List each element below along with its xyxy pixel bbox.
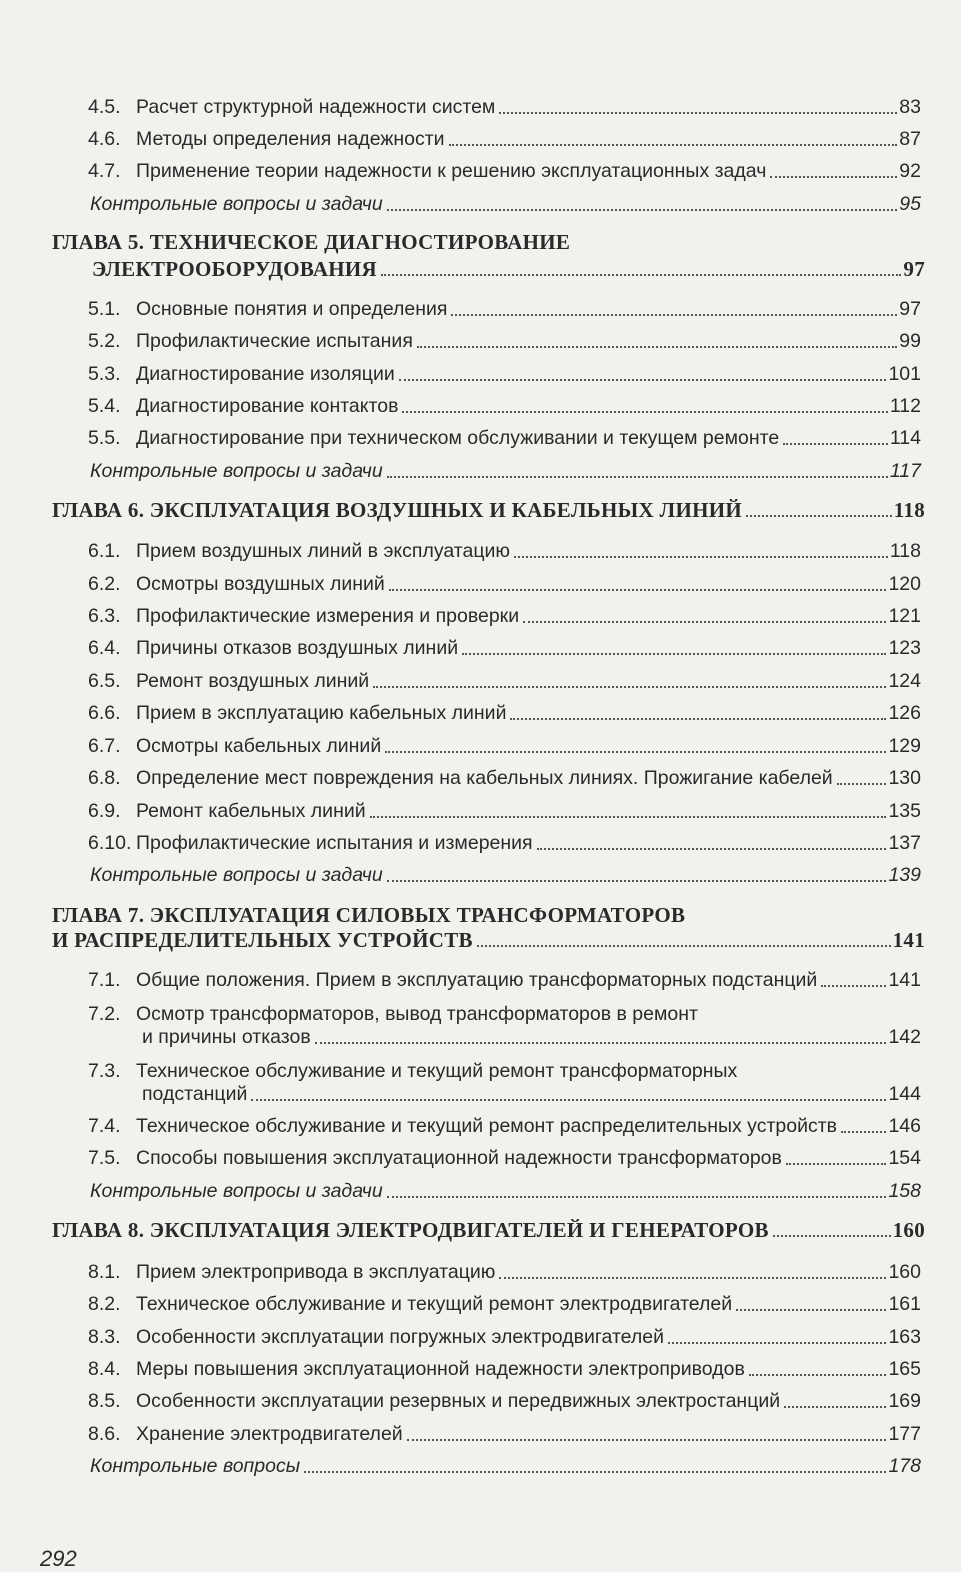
toc-entry-5-4[interactable] [88,394,921,418]
dot-leader [773,1234,891,1237]
section-number: 7.2. [88,1003,121,1025]
section-title: Осмотры воздушных линий [136,573,385,595]
page-ref: 95 [899,193,921,215]
section-title: Техническое обслуживание и текущий ремонт электродвигателей [136,1293,733,1315]
page-ref: 118 [889,540,921,562]
page-ref: 163 [888,1326,921,1348]
toc-entry-5-2[interactable] [88,329,921,353]
section-number: 6.2. [88,573,121,595]
dot-leader [387,879,887,882]
page-ref: 142 [888,1026,921,1048]
page-ref: 177 [888,1423,921,1445]
section-number: 5.2. [88,330,121,352]
section-number: 6.9. [88,800,121,822]
dot-leader [449,143,898,146]
toc-entry-7-5[interactable] [88,1146,921,1170]
dot-leader [477,944,891,947]
toc-entry-6-9[interactable] [88,799,921,823]
section-title: Прием электропривода в эксплуатацию [136,1261,496,1283]
section-title: Меры повышения эксплуатационной надежности электроприводов [136,1358,745,1380]
dot-leader [304,1470,886,1473]
section-title: Основные понятия и определения [136,298,448,320]
dot-leader [499,111,897,114]
page-ref: 97 [903,257,925,281]
section-title: Диагностирование при техническом обслуживании и текущем ремонте [136,427,780,449]
toc-entry-chapter-8[interactable] [52,1218,925,1242]
section-title: Диагностирование изоляции [136,363,395,385]
toc-entry-7-2[interactable] [142,1025,921,1049]
section-title: Расчет структурной надежности систем [136,96,496,118]
dot-leader [251,1098,886,1101]
page-ref: 154 [888,1147,921,1169]
toc-entry-questions-8[interactable] [90,1454,921,1478]
dot-leader [381,273,901,276]
page-ref: 118 [893,498,925,522]
toc-entry-4-7[interactable] [88,159,921,183]
section-number: 7.1. [88,969,121,991]
toc-entry-6-1[interactable] [88,539,921,563]
dot-leader [770,175,897,178]
section-number: 5.3. [88,363,121,385]
section-number: 8.3. [88,1326,121,1348]
dot-leader [749,1373,887,1376]
page-ref: 169 [888,1390,921,1412]
toc-entry-6-10[interactable] [88,831,921,855]
section-number: 8.4. [88,1358,121,1380]
toc-entry-6-6[interactable] [88,701,921,725]
page-ref: 87 [899,128,921,150]
section-title: Способы повышения эксплуатационной надежности трансформаторов [136,1147,782,1169]
section-title: Прием в эксплуатацию кабельных линий [136,702,507,724]
page-ref: 126 [888,702,921,724]
section-number: 6.6. [88,702,121,724]
section-number: 6.10. [88,832,132,854]
section-number: 6.1. [88,540,121,562]
page-ref: 130 [888,767,921,789]
chapter-title: ГЛАВА 8. ЭКСПЛУАТАЦИЯ ЭЛЕКТРОДВИГАТЕЛЕЙ И ГЕНЕРАТОРОВ [52,1218,769,1242]
dot-leader [668,1341,886,1344]
toc-entry-5-3[interactable] [88,362,921,386]
page-ref: 117 [889,460,921,482]
toc-entry-6-5[interactable] [88,669,921,693]
section-number: 6.7. [88,735,121,757]
section-number: 5.4. [88,395,121,417]
section-number: 7.3. [88,1060,121,1082]
dot-leader [784,1405,886,1408]
dot-leader [402,410,887,413]
section-title: Прием воздушных линий в эксплуатацию [136,540,511,562]
section-number: 5.1. [88,298,121,320]
section-number: 6.4. [88,637,121,659]
section-title: Диагностирование контактов [136,395,399,417]
section-title-cont: подстанций [142,1083,248,1105]
section-title: Профилактические испытания и измерения [136,832,533,854]
section-title: Особенности эксплуатации резервных и передвижных электростанций [136,1390,781,1412]
toc-entry-8-1[interactable] [88,1260,921,1284]
dot-leader [370,815,887,818]
section-title: Профилактические измерения и проверки [136,605,520,627]
toc-entry-questions-7[interactable] [90,1179,921,1203]
section-title: Определение мест повреждения на кабельных линиях. Прожигание кабелей [136,767,833,789]
page-ref: 165 [888,1358,921,1380]
page-ref: 161 [888,1293,921,1315]
page-ref: 124 [888,670,921,692]
page-ref: 178 [888,1455,921,1477]
section-title: Общие положения. Прием в эксплуатацию трансформаторных подстанций [136,969,818,991]
toc-entry-6-7[interactable] [88,734,921,758]
toc-entry-6-3[interactable] [88,604,921,628]
section-number: 7.5. [88,1147,121,1169]
section-title: Контрольные вопросы [90,1455,301,1477]
page-ref: 97 [899,298,921,320]
page-ref: 121 [888,605,921,627]
toc-entry-chapter-5[interactable] [92,257,925,281]
section-number: 7.4. [88,1115,121,1137]
toc-entry-8-2[interactable] [88,1292,921,1316]
dot-leader [537,847,887,850]
chapter-title: ЭЛЕКТРООБОРУДОВАНИЯ [92,257,378,281]
toc-entry-4-6[interactable] [88,127,921,151]
section-title: Контрольные вопросы и задачи [90,1180,383,1202]
dot-leader [385,750,886,753]
section-title: Осмотры кабельных линий [136,735,382,757]
page-ref: 83 [899,96,921,118]
section-title: Хранение электродвигателей [136,1423,403,1445]
dot-leader [783,442,888,445]
dot-leader [387,208,898,211]
dot-leader [736,1308,886,1311]
page-number: 292 [40,1546,77,1571]
dot-leader [786,1162,887,1165]
section-number: 6.8. [88,767,121,789]
section-title: Особенности эксплуатации погружных электродвигателей [136,1326,664,1348]
page-ref: 139 [888,864,921,886]
toc-entry-7-3-line1 [88,1059,921,1083]
section-number: 8.6. [88,1423,121,1445]
toc-entry-7-4[interactable] [88,1114,921,1138]
section-title: Применение теории надежности к решению эксплуатационных задач [136,160,767,182]
toc-entry-5-1[interactable] [88,297,921,321]
toc-entry-chapter-6[interactable] [52,498,925,522]
toc-entry-8-6[interactable] [88,1422,921,1446]
section-title: Методы определения надежности [136,128,445,150]
toc-entry-7-3[interactable] [142,1082,921,1106]
dot-leader [315,1041,887,1044]
dot-leader [462,652,886,655]
toc-entry-questions-6[interactable] [90,863,921,887]
page-ref: 137 [888,832,921,854]
chapter-title: И РАСПРЕДЕЛИТЕЛЬНЫХ УСТРОЙСТВ [52,928,473,952]
page-ref: 158 [888,1180,921,1202]
section-title: Осмотр трансформаторов, вывод трансформаторов в ремонт [136,1003,698,1025]
section-number: 6.3. [88,605,121,627]
dot-leader [523,620,886,623]
section-number: 8.1. [88,1261,121,1283]
toc-entry-6-4[interactable] [88,636,921,660]
toc-entry-8-3[interactable] [88,1325,921,1349]
page-ref: 99 [899,330,921,352]
page-ref: 135 [888,800,921,822]
section-number: 4.6. [88,128,121,150]
dot-leader [510,717,886,720]
section-number: 8.2. [88,1293,121,1315]
toc-entry-6-2[interactable] [88,572,921,596]
dot-leader [389,588,887,591]
dot-leader [387,1195,887,1198]
toc-entry-5-5[interactable] [88,426,921,450]
dot-leader [499,1276,886,1279]
section-number: 4.5. [88,96,121,118]
page-ref: 144 [888,1083,921,1105]
section-number: 6.5. [88,670,121,692]
dot-leader [417,345,897,348]
section-number: 4.7. [88,160,121,182]
toc-entry-4-5[interactable] [88,95,921,119]
dot-leader [514,555,888,558]
section-title: Профилактические испытания [136,330,413,352]
dot-leader [399,378,887,381]
toc-entry-8-4[interactable] [88,1357,921,1381]
toc-entry-8-5[interactable] [88,1389,921,1413]
dot-leader [451,313,897,316]
section-title: Техническое обслуживание и текущий ремонт трансформаторных [136,1060,738,1082]
section-title: Контрольные вопросы и задачи [90,864,383,886]
section-title: Контрольные вопросы и задачи [90,460,383,482]
section-title-cont: и причины отказов [142,1026,311,1048]
page-ref: 160 [892,1218,925,1242]
dot-leader [821,984,886,987]
toc-entry-chapter-7[interactable] [52,928,925,952]
dot-leader [841,1130,886,1133]
section-title: Техническое обслуживание и текущий ремонт распределительных устройств [136,1115,838,1137]
dot-leader [373,685,886,688]
chapter-7-heading-line1: ГЛАВА 7. ЭКСПЛУАТАЦИЯ СИЛОВЫХ ТРАНСФОРМАТОРОВ [52,903,686,927]
toc-entry-questions-5[interactable] [90,459,921,483]
section-title: Ремонт кабельных линий [136,800,366,822]
toc-entry-7-2-line1 [88,1002,921,1026]
section-title: Ремонт воздушных линий [136,670,370,692]
dot-leader [837,782,887,785]
page-ref: 92 [899,160,921,182]
page-ref: 112 [889,395,921,417]
toc-entry-6-8[interactable] [88,766,921,790]
toc-entry-7-1[interactable] [88,968,921,992]
section-title: Контрольные вопросы и задачи [90,193,383,215]
page-ref: 114 [889,427,921,449]
page-ref: 101 [888,363,921,385]
section-title: Причины отказов воздушных линий [136,637,459,659]
page-ref: 120 [888,573,921,595]
page-ref: 123 [888,637,921,659]
page-ref: 141 [892,928,925,952]
chapter-5-heading-line1: ГЛАВА 5. ТЕХНИЧЕСКОЕ ДИАГНОСТИРОВАНИЕ [52,230,571,254]
page-ref: 160 [888,1261,921,1283]
dot-leader [746,514,892,517]
toc-entry-questions-4[interactable] [90,192,921,216]
section-number: 8.5. [88,1390,121,1412]
page-ref: 141 [888,969,921,991]
section-number: 5.5. [88,427,121,449]
page-ref: 146 [888,1115,921,1137]
dot-leader [407,1438,887,1441]
page-ref: 129 [888,735,921,757]
chapter-title: ГЛАВА 6. ЭКСПЛУАТАЦИЯ ВОЗДУШНЫХ И КАБЕЛЬНЫХ ЛИНИЙ [52,498,743,522]
dot-leader [387,475,888,478]
